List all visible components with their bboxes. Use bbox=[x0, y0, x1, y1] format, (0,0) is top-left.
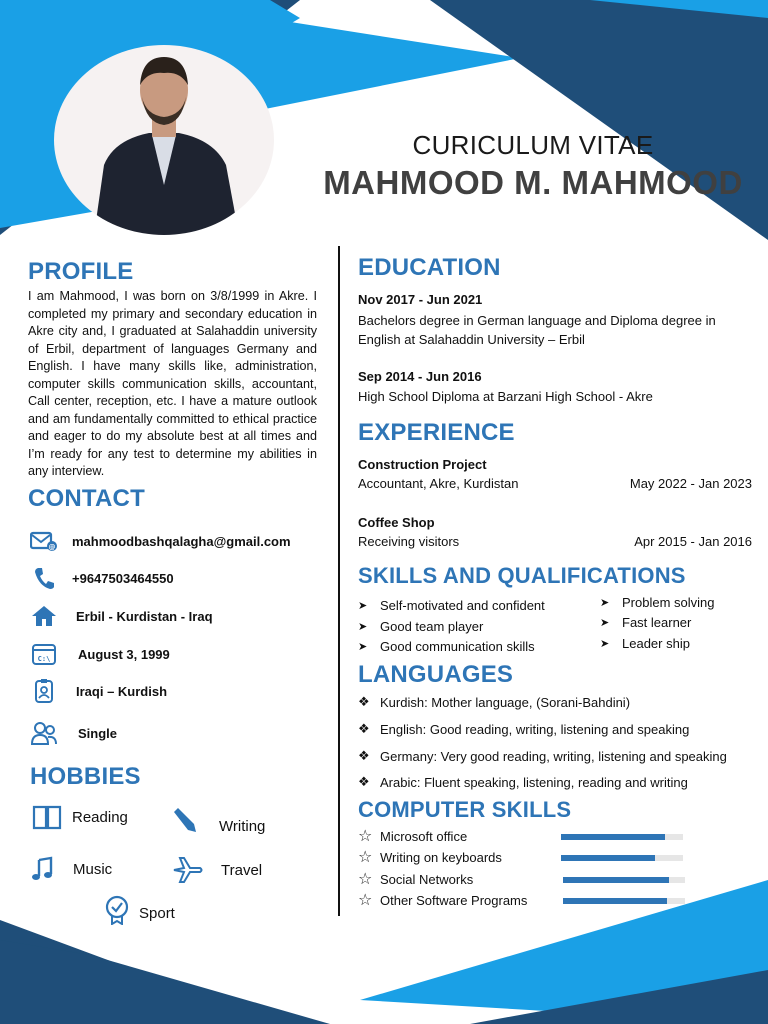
arrow-bullet-icon: ➤ bbox=[600, 597, 610, 609]
education-date-1: Nov 2017 - Jun 2021 bbox=[358, 292, 483, 307]
computer-skill-4-label: Other Software Programs bbox=[380, 892, 528, 908]
skill-left-1-label: Self-motivated and confident bbox=[380, 598, 545, 613]
language-item-1 bbox=[358, 694, 630, 710]
language-item-1-label: Kurdish: Mother language, (Sorani-Bahdini) bbox=[380, 694, 631, 710]
language-item-4 bbox=[358, 774, 688, 790]
computer-skill-2 bbox=[358, 847, 502, 867]
hobby-reading-label: Reading bbox=[72, 808, 128, 826]
languages-heading: LANGUAGES bbox=[358, 661, 514, 688]
contact-heading: CONTACT bbox=[28, 485, 145, 512]
profile-heading: PROFILE bbox=[28, 258, 134, 285]
computer-skill-4-bar-fill bbox=[563, 898, 667, 904]
people-icon bbox=[30, 719, 58, 747]
language-item-2 bbox=[358, 721, 689, 737]
computer-skill-3-label: Social Networks bbox=[380, 871, 474, 887]
bottom-left-light-triangle bbox=[0, 940, 330, 1024]
cv-subtitle: CURICULUM VITAE bbox=[412, 130, 654, 160]
arrow-bullet-icon: ➤ bbox=[358, 621, 368, 633]
arrow-bullet-icon: ➤ bbox=[358, 641, 368, 653]
computer-skill-3 bbox=[358, 869, 473, 889]
arrow-bullet-icon: ➤ bbox=[600, 617, 610, 629]
skill-right-3 bbox=[600, 636, 690, 651]
computer-skill-4-bar bbox=[563, 898, 685, 904]
language-item-3 bbox=[358, 748, 727, 764]
diamond-bullet-icon: ❖ bbox=[358, 748, 370, 763]
experience-period-1: May 2022 - Jan 2023 bbox=[629, 476, 752, 491]
skill-right-2-label: Fast learner bbox=[622, 615, 692, 630]
top-right-dark-triangle bbox=[430, 0, 768, 240]
star-outline-icon: ☆ bbox=[358, 828, 373, 845]
star-outline-icon: ☆ bbox=[358, 871, 373, 888]
language-item-2-label: English: Good reading, writing, listening and speaking bbox=[380, 721, 690, 737]
skill-left-3 bbox=[358, 639, 535, 654]
music-note-icon bbox=[30, 856, 54, 882]
education-desc-2: High School Diploma at Barzani High School - Akre bbox=[358, 389, 653, 404]
skill-left-2 bbox=[358, 619, 483, 634]
person-name: MAHMOOD M. MAHMOOD bbox=[323, 164, 743, 201]
email-icon bbox=[30, 527, 58, 555]
education-heading: EDUCATION bbox=[358, 254, 501, 281]
experience-company-2: Coffee Shop bbox=[358, 515, 435, 530]
experience-company-1: Construction Project bbox=[358, 457, 487, 472]
contact-birthdate bbox=[30, 640, 170, 668]
hobby-music bbox=[30, 856, 112, 882]
phone-icon bbox=[30, 564, 58, 592]
hobby-travel-label: Travel bbox=[221, 861, 263, 879]
contact-address-text: Erbil - Kurdistan - Iraq bbox=[76, 608, 213, 624]
experience-row-1 bbox=[358, 476, 752, 491]
arrow-bullet-icon: ➤ bbox=[600, 638, 610, 650]
profile-text: I am Mahmood, I was born on 3/8/1999 in Akre. I completed my primary and secondary education in Akre city and, I graduated at Salahaddin university of Erbil, department of languages Germany and English. I have many skills like, administration, computer skills communication skills, accountant, Call center, reception, etc. I have a mature outlook and am fundamentally committed to ethical practice and eager to do my absolute best at all times and I’m ready for any test to determine my abilities in any interview. bbox=[28, 289, 317, 478]
arrow-bullet-icon: ➤ bbox=[358, 600, 368, 612]
badge-check-icon bbox=[104, 895, 130, 925]
contact-address bbox=[30, 602, 213, 630]
hobby-travel bbox=[172, 856, 262, 884]
computer-skill-1-label: Microsoft office bbox=[380, 828, 468, 844]
contact-marital-status bbox=[30, 719, 117, 747]
profile-photo bbox=[54, 45, 274, 235]
hobbies-heading: HOBBIES bbox=[30, 763, 141, 790]
calendar-icon bbox=[30, 640, 58, 668]
skill-left-1 bbox=[358, 598, 545, 613]
contact-phone-text: +9647503464550 bbox=[72, 570, 174, 586]
skill-right-1 bbox=[600, 595, 715, 610]
svg-text:@: @ bbox=[48, 543, 56, 551]
pencil-icon bbox=[170, 806, 198, 834]
hobby-sport bbox=[104, 895, 175, 925]
computer-skill-1-bar bbox=[561, 834, 683, 840]
skill-left-3-label: Good communication skills bbox=[380, 639, 535, 654]
diamond-bullet-icon: ❖ bbox=[358, 774, 370, 789]
computer-skill-3-bar bbox=[563, 877, 685, 883]
computer-skill-2-label: Writing on keyboards bbox=[380, 849, 502, 865]
contact-email[interactable] bbox=[30, 527, 291, 555]
language-item-4-label: Arabic: Fluent speaking, listening, reading and writing bbox=[380, 774, 688, 790]
skills-heading: SKILLS AND QUALIFICATIONS bbox=[358, 563, 686, 588]
computer-skill-1 bbox=[358, 826, 467, 846]
home-icon bbox=[30, 602, 58, 630]
hobby-sport-label: Sport bbox=[139, 904, 175, 922]
book-icon bbox=[32, 804, 62, 830]
contact-birthdate-text: August 3, 1999 bbox=[78, 646, 170, 662]
contact-email-text: mahmoodbashqalagha@gmail.com bbox=[72, 533, 291, 549]
experience-period-2: Apr 2015 - Jan 2016 bbox=[634, 534, 752, 549]
education-date-2: Sep 2014 - Jun 2016 bbox=[358, 369, 482, 384]
experience-role-1: Accountant, Akre, Kurdistan bbox=[358, 476, 519, 491]
id-badge-icon bbox=[30, 677, 58, 705]
airplane-icon bbox=[172, 856, 204, 884]
contact-nationality bbox=[30, 677, 167, 705]
skill-right-1-label: Problem solving bbox=[622, 595, 715, 610]
column-divider bbox=[338, 246, 340, 916]
computer-skill-2-bar-fill bbox=[561, 855, 655, 861]
experience-row-2 bbox=[358, 534, 752, 549]
star-outline-icon: ☆ bbox=[358, 892, 373, 909]
language-item-3-label: Germany: Very good reading, writing, listening and speaking bbox=[380, 748, 727, 764]
svg-text:C:\: C:\ bbox=[37, 655, 51, 663]
hobby-music-label: Music bbox=[73, 860, 113, 878]
diamond-bullet-icon: ❖ bbox=[358, 694, 370, 709]
experience-heading: EXPERIENCE bbox=[358, 419, 515, 446]
hobby-reading bbox=[32, 804, 128, 830]
hobby-writing-label: Writing bbox=[219, 818, 266, 835]
skill-right-3-label: Leader ship bbox=[622, 636, 690, 651]
experience-role-2: Receiving visitors bbox=[358, 534, 460, 549]
hobby-writing bbox=[170, 804, 265, 835]
contact-phone[interactable] bbox=[30, 564, 174, 592]
computer-skill-2-bar bbox=[561, 855, 683, 861]
skill-right-2 bbox=[600, 615, 691, 630]
contact-nationality-text: Iraqi – Kurdish bbox=[76, 683, 168, 699]
education-desc-1: Bachelors degree in German language and Diploma degree in English at Salahaddin University – Erbil bbox=[358, 313, 716, 347]
skill-left-2-label: Good team player bbox=[380, 619, 484, 634]
star-outline-icon: ☆ bbox=[358, 849, 373, 866]
computer-skill-4 bbox=[358, 890, 527, 910]
diamond-bullet-icon: ❖ bbox=[358, 721, 370, 736]
computer-skill-3-bar-fill bbox=[563, 877, 669, 883]
contact-marital-status-text: Single bbox=[78, 725, 118, 741]
computer-skills-heading: COMPUTER SKILLS bbox=[358, 797, 572, 822]
computer-skill-1-bar-fill bbox=[561, 834, 665, 840]
